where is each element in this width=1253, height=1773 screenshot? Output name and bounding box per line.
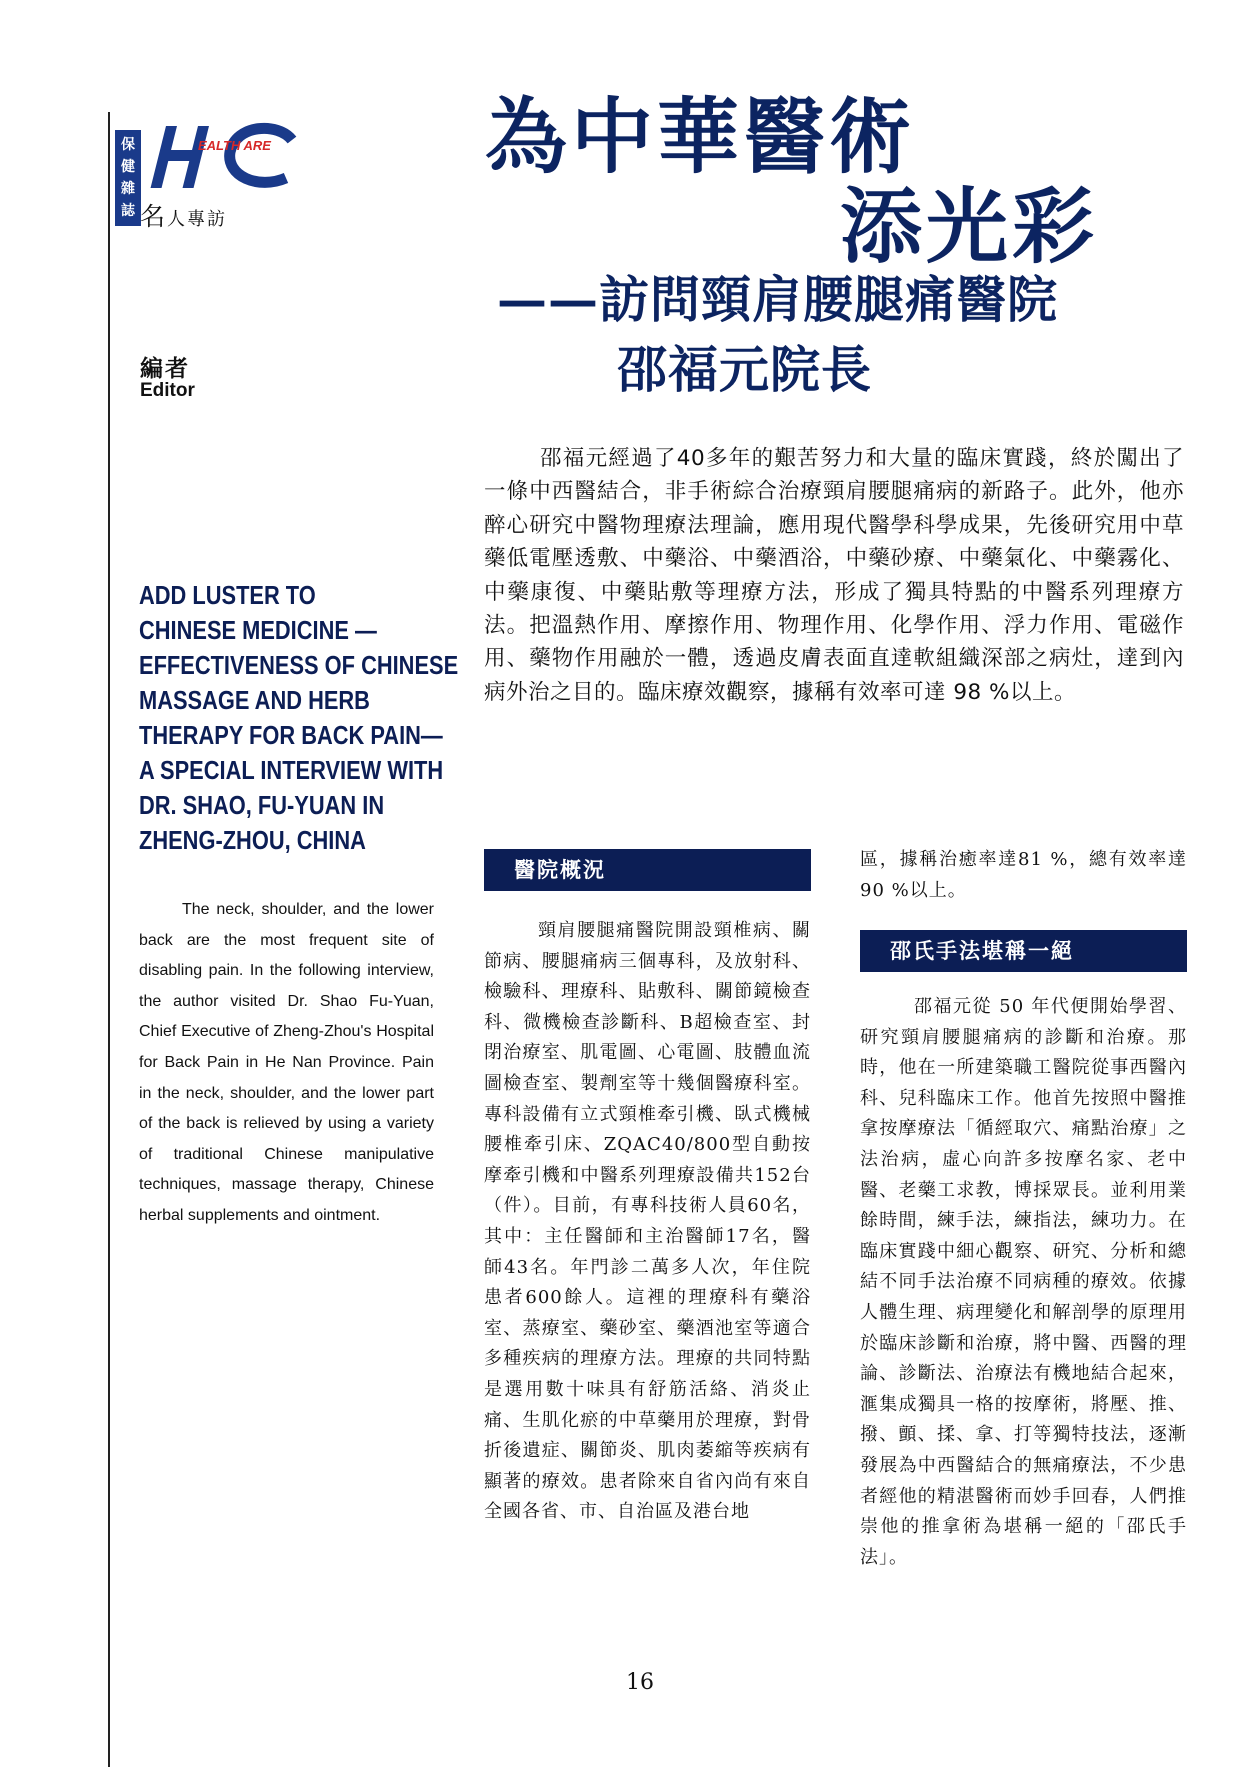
main-title-line-2: 添光彩	[840, 179, 1099, 275]
english-abstract: The neck, shoulder, and the lower back are the most frequent site of disabling pain. In the following interview, the author visited Dr. Shao Fu-Yuan, Chief Executive of Zheng-Zhou's Hospital for Back Pain in He Nan Province. Pain in the neck, shoulder, and the lower part of the back is relieved by using a variety of traditional Chinese manipulative techniques, massage therapy, Chinese herbal supplements and ointment.	[139, 901, 434, 1224]
subtitle-line-2: 邵福元院長	[617, 340, 872, 399]
main-title-line-1: 為中華醫術	[485, 89, 916, 185]
author-en: Editor	[140, 380, 195, 401]
page-number: 16	[626, 1670, 654, 1695]
section-heading-shao-technique: 邵氏手法堪稱一絕	[860, 930, 1187, 972]
english-title-line: ADD LUSTER TO	[139, 580, 316, 610]
subtitle-line-1: ——訪問頸肩腰腿痛醫院	[497, 270, 1058, 329]
english-title-line: MASSAGE AND HERB	[139, 685, 370, 715]
english-title-line: DR. SHAO, FU-YUAN IN	[139, 790, 385, 820]
shao-technique-body: 邵福元從 50 年代便開始學習、研究頸肩腰腿痛病的診斷和治療。那時，他在一所建築職工醫院從事西醫內科、兒科臨床工作。他首先按照中醫推拿按摩療法「循經取穴、痛點治療」之法治病，虛心向許多按摩名家、老中醫、老藥工求教，博採眾長。並利用業餘時間，練手法，練指法，練功力。在臨床實踐中細心觀察、研究、分析和總結不同手法治療不同病種的療效。依據人體生理、病理變化和解剖學的原理用於臨床診斷和治療，將中醫、西醫的理論、診斷法、治療法有機地結合起來，滙集成獨具一格的按摩術，將壓、推、撥、顫、揉、拿、打等獨特技法，逐漸發展為中西醫結合的無痛療法，不少患者經他的精湛醫術而妙手回春，人們推崇他的推拿術為堪稱一絕的「邵氏手法」。	[860, 996, 1187, 1568]
section-label	[140, 197, 227, 233]
magazine-vertical-label: 保健雜誌	[115, 130, 141, 226]
section-heading-hospital-overview: 醫院概況	[484, 849, 811, 891]
english-title	[139, 578, 459, 858]
left-vertical-rule	[108, 112, 110, 1767]
english-title-line: EFFECTIVENESS OF CHINESE	[139, 650, 459, 680]
english-title-line: CHINESE MEDICINE —	[139, 615, 377, 645]
lead-paragraph: 邵福元經過了40多年的艱苦努力和大量的臨床實踐，終於闖出了一條中西醫結合，非手術綜合治療頸肩腰腿痛病的新路子。此外，他亦醉心研究中醫物理療法理論，應用現代醫學科學成果，先後研究用中草藥低電壓透敷、中藥浴、中藥酒浴，中藥砂療、中藥氣化、中藥霧化、中藥康復、中藥貼敷等理療方法，形成了獨具特點的中醫系列理療方法。把溫熱作用、摩擦作用、物理作用、化學作用、浮力作用、電磁作用、藥物作用融於一體，透過皮膚表面直達軟組織深部之病灶，達到內病外治之目的。臨床療效觀察，據稱有效率可達 98 %以上。	[484, 446, 1184, 705]
author-cn: 編者	[140, 356, 190, 382]
hospital-overview-body: 頸肩腰腿痛醫院開設頸椎病、關節病、腰腿痛病三個專科，及放射科、檢驗科、理療科、貼敷科、關節鏡檢查科、微機檢查診斷科、B超檢查室、封閉治療室、肌電圖、心電圖、肢體血流圖檢查室、製劑室等十幾個醫療科室。專科設備有立式頸椎牽引機、臥式機械腰椎牽引床、ZQAC40/800型自動按摩牽引機和中醫系列理療設備共152台（件）。目前，有專科技術人員60名，其中：主任醫師和主治醫師17名，醫師43名。年門診二萬多人次，年住院患者600餘人。這裡的理療科有藥浴室、蒸療室、藥砂室、藥酒池室等適合多種疾病的理療方法。理療的共同特點是選用數十味具有舒筋活絡、消炎止痛、生肌化瘀的中草藥用於理療，對骨折後遺症、關節炎、肌肉萎縮等疾病有顯著的療效。患者除來自省內尚有來自全國各省、市、自治區及港台地	[484, 920, 811, 1523]
english-title-line: THERAPY FOR BACK PAIN—	[139, 720, 443, 750]
section-label-big: 名	[140, 202, 168, 231]
english-title-line: A SPECIAL INTERVIEW WITH	[139, 755, 444, 785]
hospital-overview-continuation: 區，據稱治癒率達81 %，總有效率達 90 %以上。	[860, 849, 1187, 901]
logo-mark-text: EALTH ARE	[198, 138, 271, 153]
healthcare-logo	[140, 118, 305, 202]
english-title-line: ZHENG-ZHOU, CHINA	[139, 825, 366, 855]
section-label-rest: 人專訪	[167, 209, 228, 230]
